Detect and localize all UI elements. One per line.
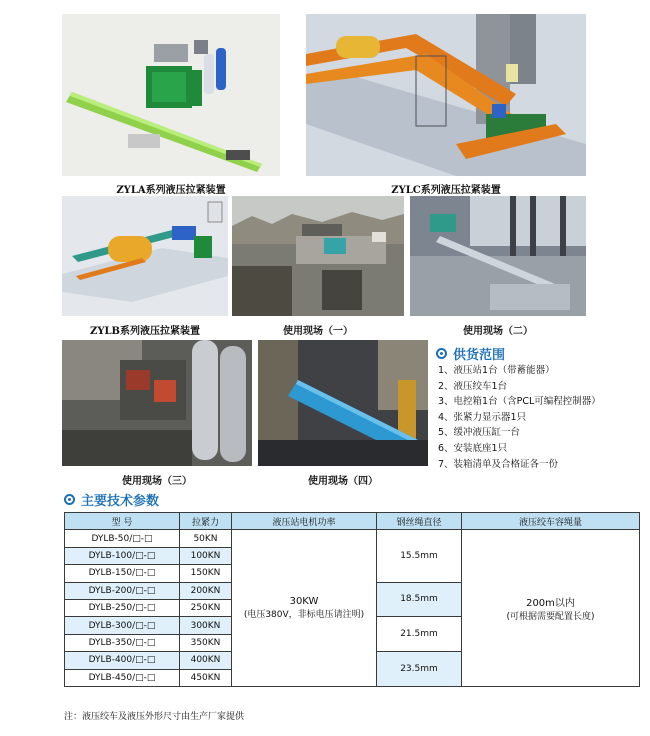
footnote: 注：液压绞车及液压外形尺寸由生产厂家提供 <box>64 712 245 722</box>
supply-item: 3、电控箱1台（含PCL可编程控制器） <box>438 396 601 408</box>
supply-item: 1、液压站1台（带蓄能器） <box>438 365 555 376</box>
motor-power: 30KW <box>289 596 319 608</box>
cell-force: 400KN <box>180 652 232 669</box>
cell-force: 250KN <box>180 599 232 616</box>
cell-capacity <box>462 530 640 687</box>
cell-force: 50KN <box>180 530 232 547</box>
cell-rope: 15.5mm <box>377 530 462 582</box>
specs-table <box>64 512 640 687</box>
header-capacity: 液压绞车容绳量 <box>462 513 640 530</box>
capacity-value: 200m以内 <box>526 598 575 610</box>
site-photo-2 <box>410 196 586 316</box>
cell-force: 100KN <box>180 547 232 564</box>
supply-item: 7、装箱清单及合格证各一份 <box>438 458 559 470</box>
bullet-ring-icon <box>436 348 447 359</box>
cell-model: DYLB-150/□-□ <box>65 565 180 582</box>
site-photo-3 <box>62 340 252 466</box>
supply-list <box>438 363 601 472</box>
site-photo-4 <box>258 340 428 466</box>
specs-title <box>64 490 159 509</box>
zyla-render-image <box>62 14 280 176</box>
supply-item: 2、液压绞车1台 <box>438 380 508 392</box>
caption-site-3: 使用现场（三） <box>122 476 192 487</box>
motor-note: (电压380V，非标电压请注明) <box>243 610 365 621</box>
cell-model: DYLB-200/□-□ <box>65 582 180 599</box>
supply-title <box>436 344 505 363</box>
cell-model: DYLB-300/□-□ <box>65 617 180 634</box>
table-header-row <box>65 513 640 530</box>
cell-rope: 23.5mm <box>377 652 462 687</box>
cell-force: 200KN <box>180 582 232 599</box>
cell-model: DYLB-450/□-□ <box>65 669 180 686</box>
caption-zyla: ZYLA系列液压拉紧装置 <box>116 185 226 196</box>
cell-model: DYLB-250/□-□ <box>65 599 180 616</box>
site-photo-1 <box>232 196 404 316</box>
caption-zylb: ZYLB系列液压拉紧装置 <box>90 326 200 337</box>
supply-item: 6、安装底座1只 <box>438 442 508 454</box>
cell-motor <box>232 530 377 687</box>
capacity-note: (可根据需要配置长度) <box>506 612 595 623</box>
header-model: 型 号 <box>65 513 180 530</box>
zylc-render-image <box>306 14 586 176</box>
cell-model: DYLB-100/□-□ <box>65 547 180 564</box>
supply-title-text: 供货范围 <box>453 348 506 363</box>
bullet-ring-icon <box>64 494 75 505</box>
caption-site-4: 使用现场（四） <box>308 476 378 487</box>
cell-model: DYLB-400/□-□ <box>65 652 180 669</box>
cell-force: 300KN <box>180 617 232 634</box>
caption-site-2: 使用现场（二） <box>463 326 533 337</box>
cell-rope: 18.5mm <box>377 582 462 617</box>
cell-force: 350KN <box>180 634 232 651</box>
cell-model: DYLB-350/□-□ <box>65 634 180 651</box>
table-row <box>65 530 640 547</box>
cell-force: 450KN <box>180 669 232 686</box>
header-motor: 液压站电机功率 <box>232 513 377 530</box>
supply-item: 4、张紧力显示器1只 <box>438 411 527 423</box>
caption-zylc: ZYLC系列液压拉紧装置 <box>391 185 501 196</box>
specs-title-text: 主要技术参数 <box>81 494 160 509</box>
cell-rope: 21.5mm <box>377 617 462 652</box>
cell-force: 150KN <box>180 565 232 582</box>
header-rope: 钢丝绳直径 <box>377 513 462 530</box>
caption-site-1: 使用现场（一） <box>283 326 353 337</box>
header-force: 拉紧力 <box>180 513 232 530</box>
supply-item: 5、缓冲液压缸一台 <box>438 427 521 439</box>
zylb-render-image <box>62 196 228 316</box>
cell-model: DYLB-50/□-□ <box>65 530 180 547</box>
